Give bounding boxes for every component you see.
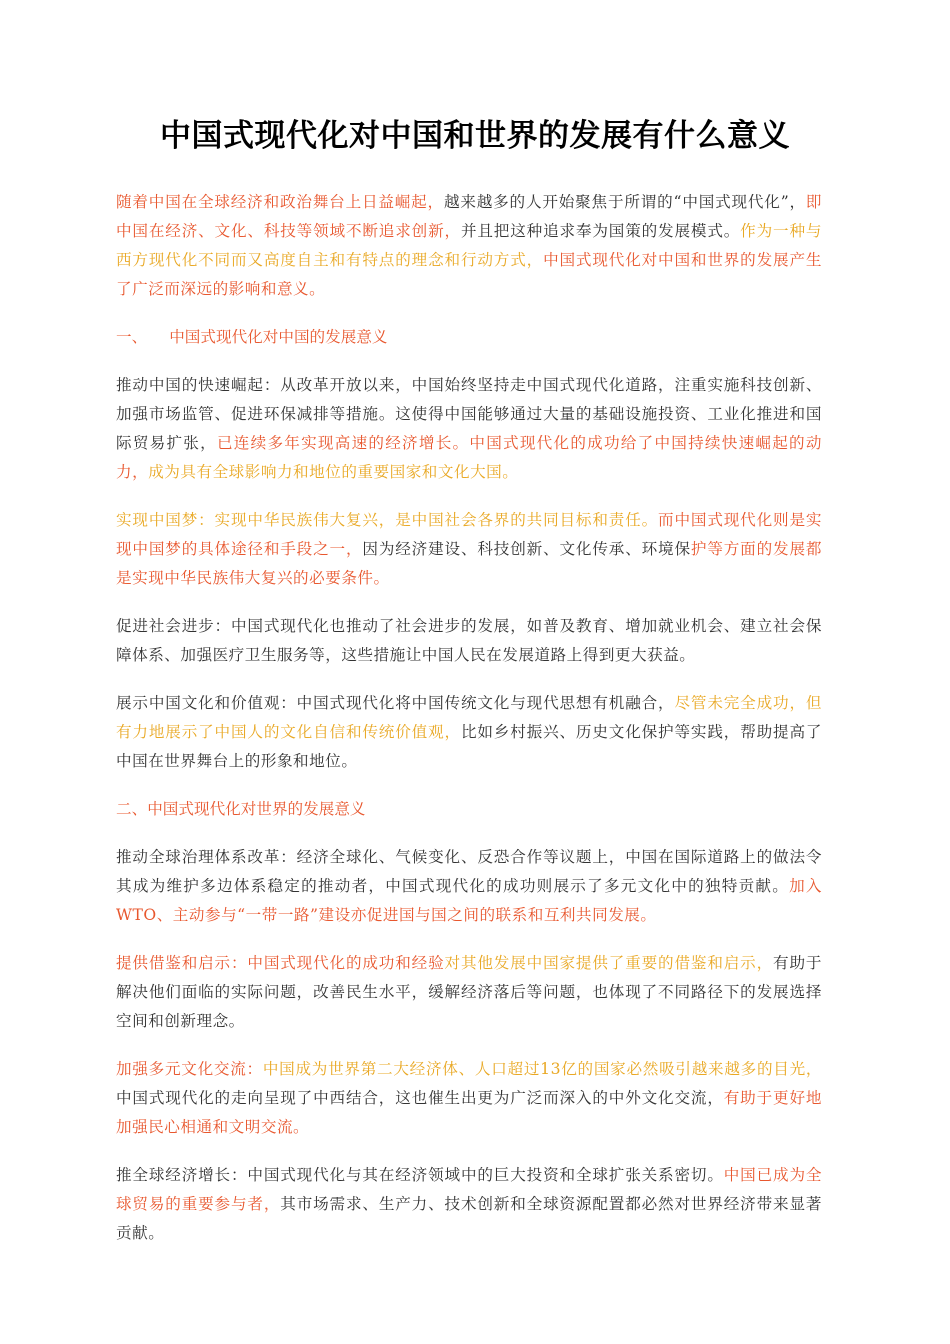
text-run: 已连续多年实现高速的经济增长。中国式现代化的成功给了中国持续快速崛起的动力， xyxy=(116,434,822,481)
document-body xyxy=(116,188,822,1267)
section-heading: 二、中国式现代化对世界的发展意义 xyxy=(116,800,366,818)
text-run: 中国已成为全球贸易的重要参与者， xyxy=(116,1166,822,1213)
paragraph xyxy=(116,949,822,1036)
intro-paragraph xyxy=(116,188,822,304)
text-run: 随着中国在全球经济和政治舞台上日益崛起， xyxy=(116,193,444,211)
text-run: 推动中国的快速崛起：从改革开放以来，中国始终坚持走中国式现代化道路，注重实施科技创新、加强市场监管、促进环保减排等措施。这使得中国能够通过大量的基础设施投资、工业化推进和国际贸易扩张， xyxy=(116,376,822,452)
text-run: 有助于解决他们面临的实际问题，改善民生水平，缓解经济落后等问题，也体现了不同路径下的发展选择空间和创新理念。 xyxy=(116,954,822,1030)
text-run: 并且把这种追求奉为国策的发展模式。 xyxy=(460,222,741,240)
text-run: 护等方面的发展都是实现中华民族伟大复兴的必要条件。 xyxy=(116,540,822,587)
text-run: 中国式现代化的成功和经验 xyxy=(247,954,445,972)
text-run: 即中国在经济、文化、科技等领域不断追求创新， xyxy=(116,193,822,240)
text-run: 中国成为世界第二大经济体、人口超过13亿的国家必然吸引越来越多的目光， xyxy=(262,1060,822,1078)
text-run: 推动全球治理体系改革：经济全球化、气候变化、反恐合作等议题上，中国在国际道路上的做法令其成为维护多边体系稳定的推动者，中国式现代化的成功则展示了多元文化中的独特贡献。 xyxy=(116,848,822,895)
text-run: 因为经济建设、科技创新、文化传承、环境保 xyxy=(362,540,691,558)
section-heading xyxy=(116,323,822,352)
text-run: 越来越多的人开始聚焦于所谓的“中国式现代化”， xyxy=(443,193,806,211)
text-run: 加强多元文化交流： xyxy=(116,1060,263,1078)
text-run: 尽管未完全成功，但有力地展示了中国人的文化自信和传统价值观， xyxy=(116,694,822,741)
paragraph xyxy=(116,506,822,593)
text-run: 其市场需求、生产力、技术创新和全球资源配置都必然对世界经济带来显著贡献。 xyxy=(116,1195,822,1242)
text-run: 成为具有全球影响力和地位的重要国家和文化大国。 xyxy=(148,463,519,481)
text-run: 中国式现代化的走向呈现了中西结合，这也催生出更为广泛而深入的中外文化交流， xyxy=(116,1089,724,1107)
text-run: 推全球经济增长：中国式现代化与其在经济领域中的巨大投资和全球扩张关系密切。 xyxy=(116,1166,724,1184)
paragraph xyxy=(116,612,822,670)
section-number: 一、 xyxy=(116,328,148,346)
section-heading-text: 中国式现代化对中国的发展意义 xyxy=(169,328,388,346)
text-run: 实现中国梦：实现中华民族伟大复兴，是中国社会各界的共同目标和责任。 xyxy=(116,511,659,529)
text-run: 提供借鉴和启示： xyxy=(116,954,248,972)
text-run: 而中国式现代化则是实现中国梦的具体途径和手段之一， xyxy=(116,511,822,558)
paragraph xyxy=(116,1161,822,1248)
text-run: 促进社会进步：中国式现代化也推动了社会进步的发展，如普及教育、增加就业机会、建立社会保障体系、加强医疗卫生服务等，这些措施让中国人民在发展道路上得到更大获益。 xyxy=(116,617,822,664)
text-run: 比如乡村振兴、历史文化保护等实践，帮助提高了中国在世界舞台上的形象和地位。 xyxy=(116,723,822,770)
text-run: 加入WTO、主动参与“一带一路”建设亦促进国与国之间的联系和互利共同发展。 xyxy=(116,877,822,924)
text-run: 有助于更好地加强民心相通和文明交流。 xyxy=(116,1089,822,1136)
text-run: 中国式现代化对中国和世界的发展产生了广泛而深远的影响和意义。 xyxy=(116,251,822,298)
paragraph xyxy=(116,689,822,776)
paragraph xyxy=(116,371,822,487)
document-title: 中国式现代化对中国和世界的发展有什么意义 xyxy=(160,118,790,154)
paragraph xyxy=(116,1055,822,1142)
paragraph xyxy=(116,843,822,930)
text-run: 展示中国文化和价值观：中国式现代化将中国传统文化与现代思想有机融合， xyxy=(116,694,675,712)
text-run: 作为一种与西方现代化不同而又高度自主和有特点的理念和行动方式， xyxy=(116,222,822,269)
text-run: 对其他发展中国家提供了重要的借鉴和启示， xyxy=(444,954,774,972)
